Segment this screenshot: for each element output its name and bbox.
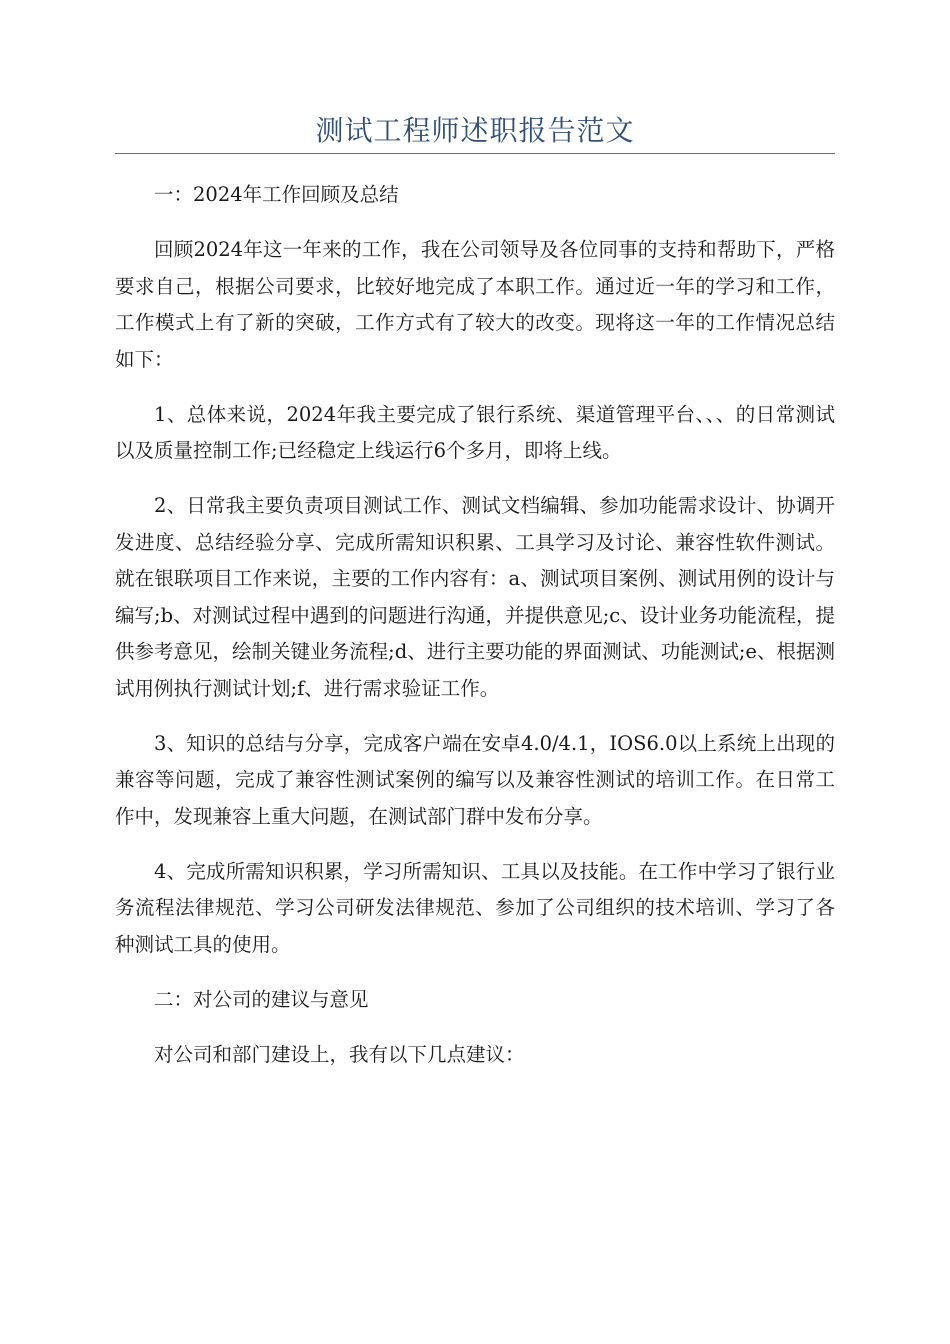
paragraph-item-2: 2、日常我主要负责项目测试工作、测试文档编辑、参加功能需求设计、协调开发进度、总结经验分享、完成所需知识积累、工具学习及讨论、兼容性软件测试。就在银联项目工作来说，主要的工作内容有：a、测试项目案例、测试用例的设计与编写;b、对测试过程中遇到的问题进行沟通，并提供意见;c、设计业务功能流程，提供参考意见，绘制关键业务流程;d、进行主要功能的界面测试、功能测试;e、根据测试用例执行测试计划;f、进行需求验证工作。 <box>115 494 835 700</box>
document-title: 测试工程师述职报告范文 <box>315 114 635 147</box>
title-underline <box>115 153 835 154</box>
section-heading-review: 一：2024年工作回顾及总结 <box>154 183 399 206</box>
paragraph-item-1: 1、总体来说，2024年我主要完成了银行系统、渠道管理平台、、、的日常测试以及质量控制工作;已经稳定上线运行6个多月，即将上线。 <box>115 402 835 462</box>
paragraph-item-3: 3、知识的总结与分享，完成客户端在安卓4.0/4.1，IOS6.0以上系统上出现的兼容等问题，完成了兼容性测试案例的编写以及兼容性测试的培训工作。在日常工作中，发现兼容上重大问题，在测试部门群中发布分享。 <box>115 731 835 828</box>
document-body <box>115 177 835 1092</box>
section-heading-suggestions: 二：对公司的建议与意见 <box>154 987 369 1011</box>
paragraph-intro: 回顾2024年这一年来的工作，我在公司领导及各位同事的支持和帮助下，严格要求自己，根据公司要求，比较好地完成了本职工作。通过近一年的学习和工作，工作模式上有了新的突破，工作方式有了较大的改变。现将这一年的工作情况总结如下： <box>115 238 835 371</box>
paragraph-suggestions-intro: 对公司和部门建设上，我有以下几点建议： <box>154 1042 525 1066</box>
paragraph-item-4: 4、完成所需知识积累，学习所需知识、工具以及技能。在工作中学习了银行业务流程法律规范、学习公司研发法律规范、参加了公司组织的技术培训、学习了各种测试工具的使用。 <box>115 859 835 956</box>
